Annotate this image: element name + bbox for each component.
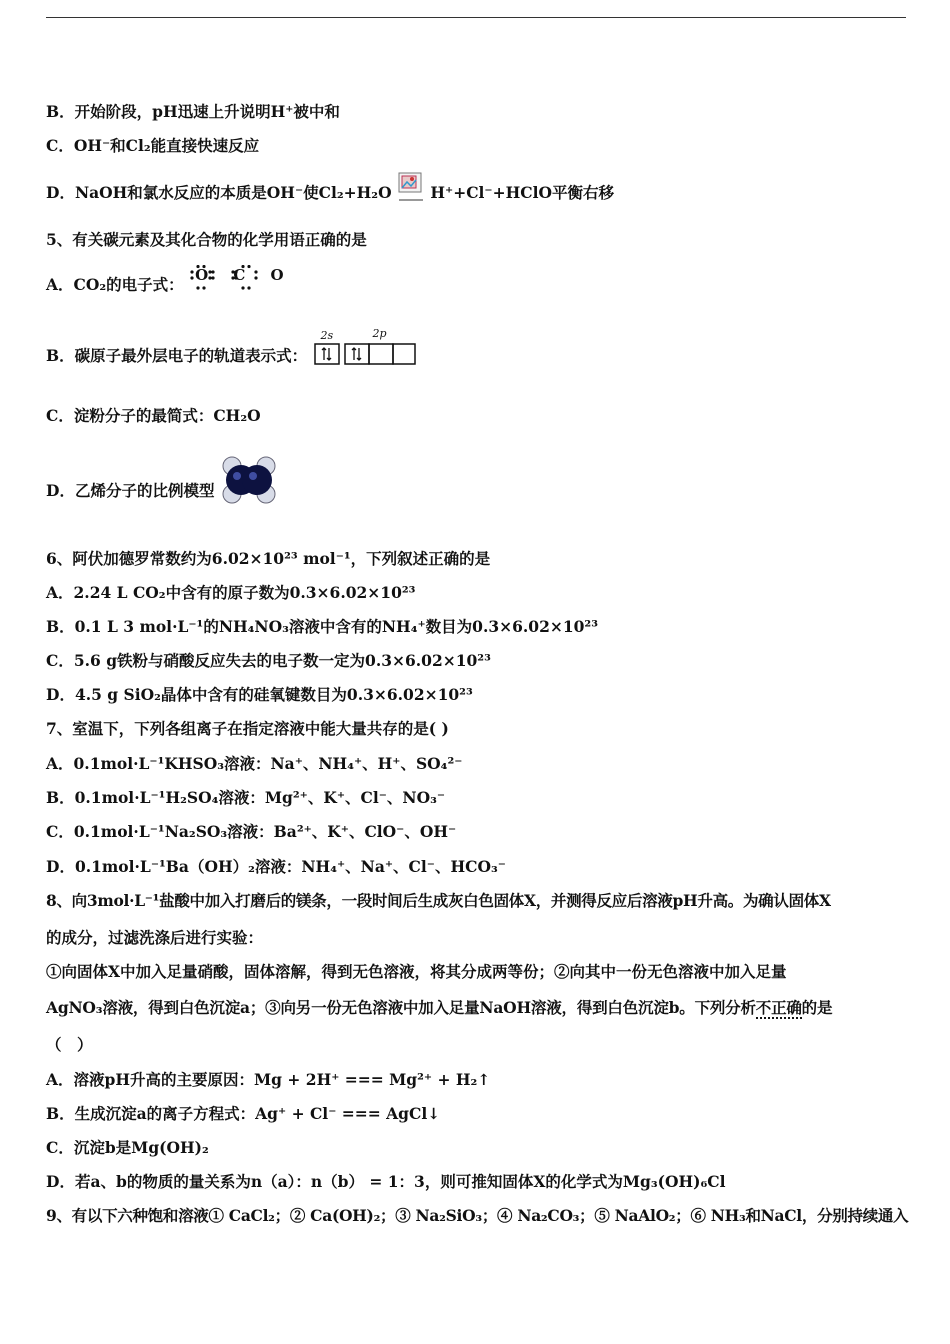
orbital-label-2p: 2p bbox=[372, 327, 387, 340]
q5-option-b bbox=[46, 327, 417, 366]
q7-stem: 7、室温下，下列各组离子在指定溶液中能大量共存的是( ) bbox=[46, 719, 449, 738]
q4-option-d bbox=[46, 183, 614, 203]
ethylene-model-icon bbox=[220, 454, 278, 506]
q5-option-c: C．淀粉分子的最简式：CH₂O bbox=[46, 406, 261, 425]
q8-option-a: A．溶液pH升高的主要原因：Mg + 2H⁺ === Mg²⁺ + H₂↑ bbox=[46, 1070, 491, 1089]
orbital-diagram bbox=[313, 328, 417, 366]
q5-stem: 5、有关碳元素及其化合物的化学用语正确的是 bbox=[46, 230, 367, 249]
q6-option-d: D．4.5 g SiO₂晶体中含有的硅氧键数目为0.3×6.02×10²³ bbox=[46, 685, 473, 704]
q8-stem-line-1: 8、向3mol·L⁻¹盐酸中加入打磨后的镁条，一段时间后生成灰白色固体X，并测得反应后溶液pH升高。为确认固体X bbox=[46, 891, 831, 910]
q7-option-a: A．0.1mol·L⁻¹KHSO₃溶液：Na⁺、NH₄⁺、H⁺、SO₄²⁻ bbox=[46, 754, 463, 773]
q6-option-c: C．5.6 g铁粉与硝酸反应失去的电子数一定为0.3×6.02×10²³ bbox=[46, 651, 491, 670]
q5-option-a bbox=[46, 266, 294, 295]
q9-stem-line-1: 9、有以下六种饱和溶液① CaCl₂；② Ca(OH)₂；③ Na₂SiO₃；④ Na₂CO₃；⑤ NaAlO₂；⑥ NH₃和NaCl，分别持续通入 bbox=[46, 1206, 909, 1225]
q8-option-b: B．生成沉淀a的离子方程式：Ag⁺ + Cl⁻ === AgCl↓ bbox=[46, 1104, 441, 1123]
q7-option-c: C．0.1mol·L⁻¹Na₂SO₃溶液：Ba²⁺、K⁺、ClO⁻、OH⁻ bbox=[46, 822, 457, 841]
q8-stem-line-4 bbox=[46, 998, 832, 1018]
orbital-label-2s: 2s bbox=[320, 329, 334, 342]
q5-option-b-text: B．碳原子最外层电子的轨道表示式： bbox=[46, 346, 308, 365]
q8-option-d: D．若a、b的物质的量关系为n（a）：n（b） = 1：3，则可推知固体X的化学式为Mg₃(OH)₆Cl bbox=[46, 1172, 726, 1191]
q8-stem-line-4-end: 的是 bbox=[801, 998, 833, 1017]
q8-answer-blank: （ ） bbox=[46, 1035, 93, 1054]
q8-stem-line-2: 的成分，过滤洗涤后进行实验： bbox=[46, 928, 264, 947]
header-rule bbox=[46, 17, 906, 18]
q5-option-d bbox=[46, 478, 278, 506]
q8-emphasis-not-correct: 不正确 bbox=[755, 998, 802, 1017]
q8-option-c: C．沉淀b是Mg(OH)₂ bbox=[46, 1138, 209, 1157]
equilibrium-arrow-image-icon bbox=[397, 172, 425, 202]
q6-option-a: A．2.24 L CO₂中含有的原子数为0.3×6.02×10²³ bbox=[46, 583, 416, 602]
q4-option-d-right: H⁺+Cl⁻+HClO平衡右移 bbox=[430, 183, 614, 202]
q6-option-b: B．0.1 L 3 mol·L⁻¹的NH₄NO₃溶液中含有的NH₄⁺数目为0.3×6.02×10²³ bbox=[46, 617, 599, 636]
co2-formula-letters: O C O bbox=[195, 266, 294, 284]
q6-stem: 6、阿伏加德罗常数约为6.02×10²³ mol⁻¹，下列叙述正确的是 bbox=[46, 549, 491, 568]
co2-electron-formula bbox=[189, 265, 294, 293]
q4-option-d-left: D．NaOH和氯水反应的本质是OH⁻使Cl₂+H₂O bbox=[46, 183, 392, 202]
q8-stem-line-3: ①向固体X中加入足量硝酸，固体溶解，得到无色溶液，将其分成两等份；②向其中一份无色溶液中加入足量 bbox=[46, 962, 787, 981]
q5-option-d-text: D．乙烯分子的比例模型 bbox=[46, 481, 215, 500]
q7-option-d: D．0.1mol·L⁻¹Ba（OH）₂溶液：NH₄⁺、Na⁺、Cl⁻、HCO₃⁻ bbox=[46, 857, 506, 876]
q4-option-b: B．开始阶段，pH迅速上升说明H⁺被中和 bbox=[46, 102, 340, 121]
q8-stem-line-4-start: AgNO₃溶液，得到白色沉淀a；③向另一份无色溶液中加入足量NaOH溶液，得到白色沉淀b。下列分析 bbox=[46, 998, 756, 1017]
q5-option-a-text: A．CO₂的电子式： bbox=[46, 275, 184, 294]
q7-option-b: B．0.1mol·L⁻¹H₂SO₄溶液：Mg²⁺、K⁺、Cl⁻、NO₃⁻ bbox=[46, 788, 446, 807]
orbital-boxes bbox=[313, 342, 417, 366]
q4-option-c: C．OH⁻和Cl₂能直接快速反应 bbox=[46, 136, 260, 155]
